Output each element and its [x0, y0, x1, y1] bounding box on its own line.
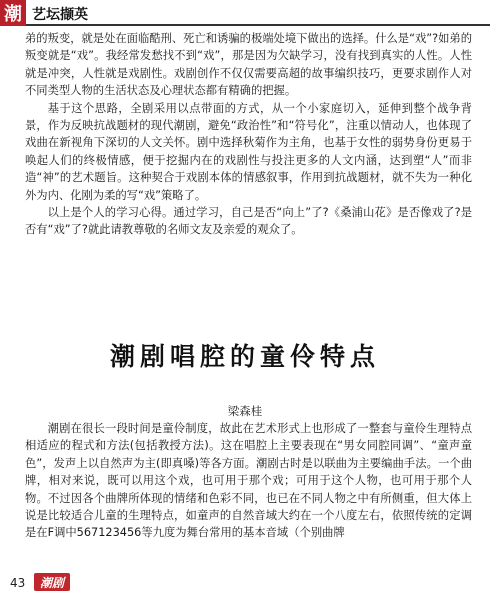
paragraph: 弟的叛变，就是处在面临酷刑、死亡和诱骗的极端处境下做出的选择。什么是“戏”?如弟的叛变就是“戏”。我经常发愁找不到“戏”，那是因为欠缺学习，没有找到真实的人性。人性就是冲突，人性就是戏剧性。戏剧创作不仅仅需要高超的故事编织技巧，更要求剧作人对不同类型人物的生活状态及心理状态都有精确的把握。 — [25, 32, 472, 98]
header-divider — [26, 24, 490, 26]
previous-article-text — [25, 30, 472, 239]
paragraph: 潮剧在很长一段时间是童伶制度，故此在艺术形式上也形成了一整套与童伶生理特点相适应的程式和方法(包括教授方法)。这在唱腔上主要表现在“男女同腔同调”、“童声童色”，发声上以自然声为主(即真嗓)等各方面。潮剧古时是以联曲为主要编曲手法。一个曲牌，相对来说，既可以用这个戏，也可用于那个戏；可用于这个人物，也可用于那个人物。不过因各个曲牌所体现的情绪和色彩不同，也已在不同人物之中有所侧重，但大体上说是比较适合儿童的生理特点，如童声的自然音域大约在一个八度左右，依照传统的定调是在F调中567123456等九度为舞台常用的基本音域（个别曲牌 — [25, 422, 472, 540]
paragraph: 以上是个人的学习心得。通过学习，自己是否“向上”了?《桑浦山花》是否像戏了?是否有“戏”了?就此请教尊敬的名师文友及亲爱的观众了。 — [25, 206, 472, 237]
article-title: 潮剧唱腔的童伶特点 — [109, 342, 380, 371]
paragraph: 基于这个思路，全剧采用以点带面的方式，从一个小家庭切入，延伸到整个战争背景，作为反映抗战题材的现代潮剧，避免“政治性”和“符号化”，注重以情动人，也体现了戏曲在新视角下深切的人文关怀。剧中选择秋菊作为主角，也基于女性的弱势身份更易于唤起人们的终极情感，便于挖掘内在的戏剧性与投注更多的人文内涵，达到塑“人”而非造“神”的艺术题旨。这种契合于戏剧本体的情感叙事，作用到抗战题材，就不失为一种化外为内、化刚为柔的写“戏”策略了。 — [25, 101, 472, 202]
page-footer — [0, 568, 490, 600]
section-title: 艺坛撷英 — [32, 7, 88, 23]
page-number: 43 — [10, 576, 26, 590]
article-author: 梁森桂 — [227, 404, 263, 418]
page-header — [0, 0, 490, 26]
magazine-logo: 潮 — [0, 0, 26, 26]
article-body — [25, 420, 472, 542]
footer-logo: 潮剧 — [34, 573, 70, 591]
